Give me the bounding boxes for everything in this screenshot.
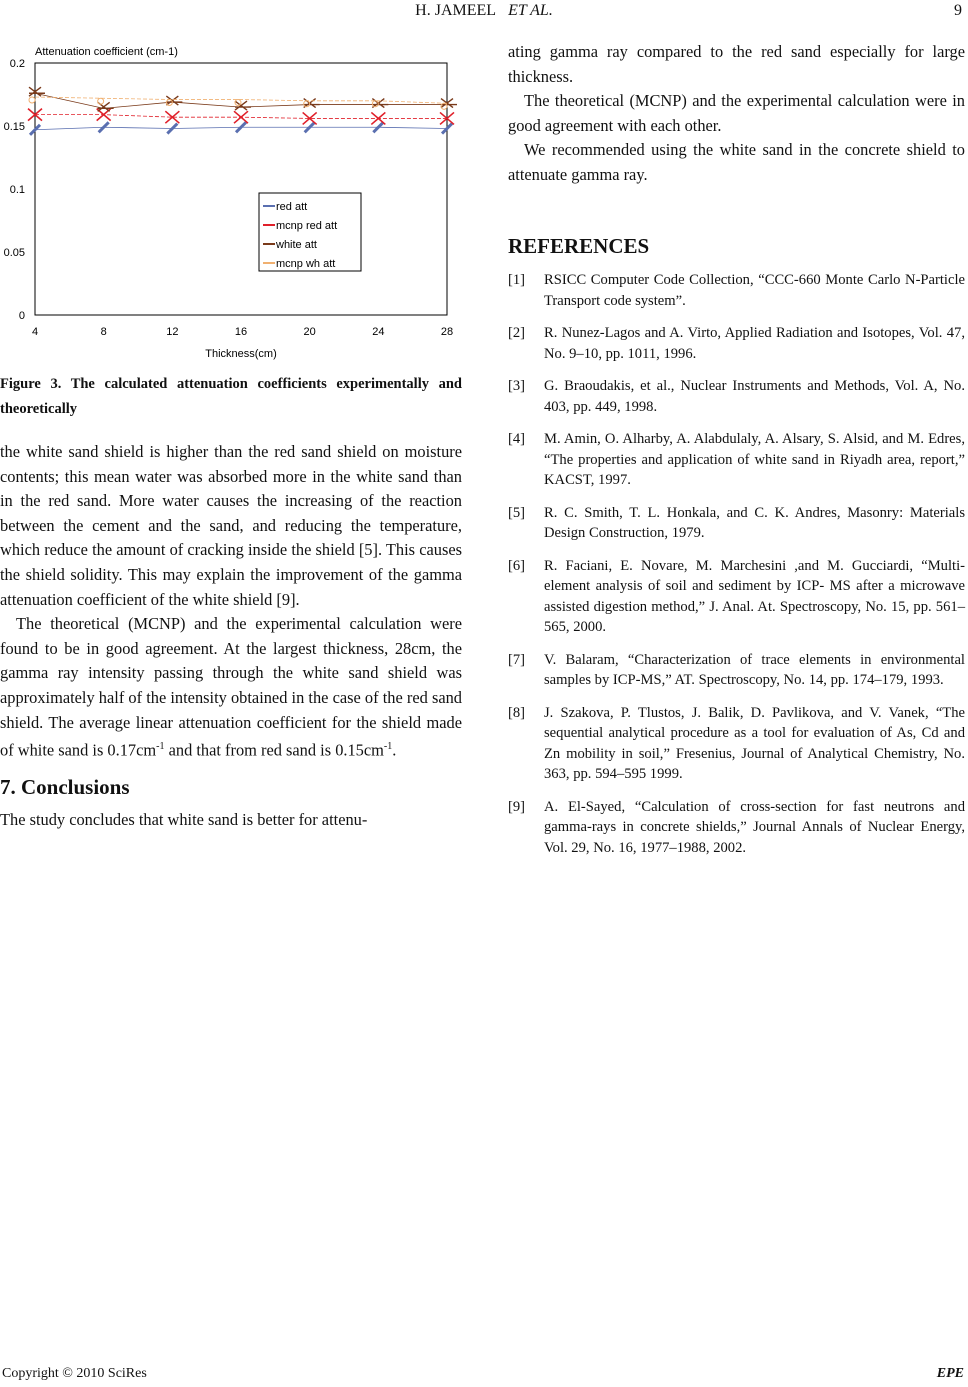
x-tick-label: 28: [440, 326, 454, 338]
references-heading: REFERENCES: [508, 233, 650, 258]
reference-number: [6]: [508, 557, 526, 574]
reference-number: [8]: [508, 704, 526, 721]
reference-item: [508, 556, 965, 638]
x-tick-label: 24: [372, 326, 385, 338]
reference-number: [4]: [508, 431, 526, 448]
y-tick-label: 0: [18, 310, 25, 322]
legend-label: mcnp red att: [276, 220, 338, 232]
paragraph: ating gamma ray compared to the red sand especially for large thickness.: [508, 42, 965, 86]
reference-item: [508, 376, 965, 417]
footer-journal: EPE: [936, 1366, 964, 1381]
y-tick-label: 0.2: [9, 58, 25, 70]
left-column: [0, 440, 462, 832]
paragraph: the white sand shield is higher than the red sand shield on moisture contents; this mean water was absorbed more in the white sand than in the red sand. More water causes the increasing of the reaction between the cement and the sand, and reducing the temperature, which reduce the amount of cracking inside the shield [5]. This causes the shield solidity. This may explain the improvement of the gamma attenuation coefficient of the white shield [9].: [0, 442, 462, 609]
attenuation-chart: [0, 40, 470, 365]
x-axis-label: Thickness(cm): [205, 348, 277, 360]
y-tick-label: 0.15: [3, 121, 25, 133]
legend-label: mcnp wh att: [276, 258, 336, 270]
reference-text: V. Balaram, “Characterization of trace elements in environmental samples by ICP-MS,” AT. Spectroscopy, No. 14, pp. 174–179, 1993.: [544, 651, 965, 689]
reference-number: [1]: [508, 272, 526, 289]
x-tick-label: 4: [31, 326, 39, 338]
reference-text: A. El-Sayed, “Calculation of cross-section for fast neutrons and gamma-rays in concrete shields,” Journal Annals of Nuclear Energy, Vol. 29, No. 16, 1977–1988, 2002.: [544, 798, 965, 856]
page-number: 9: [954, 2, 962, 19]
data-point-scissors-marker: [166, 96, 182, 105]
header-author: H. JAMEEL ET AL.: [415, 2, 553, 19]
x-tick-label: 8: [100, 326, 107, 338]
x-tick-label: 12: [166, 326, 179, 338]
reference-item: [508, 270, 965, 311]
paragraph: The theoretical (MCNP) and the experimental calculation were found to be in good agreement. At the largest thickness, 28cm, the gamma ray intensity passing through the white sand shield was approximately half of the intensity obtained in the case of the red sand shield. The average linear attenuation coefficient for the shield made of white sand is $0.17cm^{-1}$ and that from red sand is $0.15cm^{-1}$.: [0, 614, 462, 760]
reference-text: J. Szakova, P. Tlustos, J. Balik, D. Pavlikova, and V. Vanek, “The sequential analytical procedure as a tool for evaluation of As, Cd and Zn mobility in soil,” Fresenius, Journal of Analytical Chemistry, No. 363, pp. 594–595 1999.: [544, 704, 965, 783]
reference-number: [2]: [508, 325, 526, 342]
reference-text: R. C. Smith, T. L. Honkala, and C. K. Andres, Masonry: Materials Design Construction, 1979.: [544, 504, 965, 542]
reference-item: [508, 503, 965, 544]
chart-title: Attenuation coefficient (cm-1): [35, 46, 178, 58]
reference-number: [5]: [508, 504, 526, 521]
legend-label: red att: [276, 201, 308, 213]
x-tick-label: 16: [234, 326, 248, 338]
reference-list: [508, 270, 965, 858]
y-tick-label: 0.1: [9, 184, 25, 196]
reference-item: [508, 429, 965, 491]
y-tick-label: 0.05: [3, 247, 25, 259]
data-point-circle-marker: [98, 98, 104, 104]
reference-number: [7]: [508, 651, 526, 668]
reference-text: R. Nunez-Lagos and A. Virto, Applied Radiation and Isotopes, Vol. 47, No. 9–10, pp. 1011, 1996.: [544, 325, 965, 362]
reference-text: R. Faciani, E. Novare, M. Marchesini ,and M. Gucciardi, “Multi-element analysis of soil and sediment by ICP- MS after a microwave assisted digestion method,” J. Anal. At. Spectroscopy, No. 15, pp. 561–565, 2000.: [544, 557, 965, 636]
reference-item: [508, 797, 965, 859]
reference-item: [508, 650, 965, 691]
paragraph: The study concludes that white sand is better for attenu-: [0, 809, 368, 829]
right-column: [508, 40, 965, 870]
data-point-circle-marker: [29, 97, 35, 103]
footer-copyright: Copyright © 2010 SciRes: [2, 1366, 147, 1381]
reference-text: RSICC Computer Code Collection, “CCC-660 Monte Carlo N-Particle Transport code system”.: [544, 272, 965, 309]
section-heading: 7. Conclusions: [0, 775, 130, 800]
reference-text: M. Amin, O. Alharby, A. Alabdulaly, A. Alsary, S. Alsid, and M. Edres, “The properties and application of white sand in Riyadh area, report,” KACST, 1997.: [544, 431, 965, 489]
reference-item: [508, 703, 965, 785]
legend-label: white att: [276, 239, 317, 251]
reference-number: [3]: [508, 378, 526, 395]
reference-text: G. Braoudakis, et al., Nuclear Instruments and Methods, Vol. A, No. 403, pp. 449, 1998.: [544, 378, 965, 415]
figure-caption: Figure 3. The calculated attenuation coefficients experimentally and theoretically: [0, 376, 462, 417]
paragraph: We recommended using the white sand in the concrete shield to attenuate gamma ray.: [508, 140, 965, 184]
reference-number: [9]: [508, 798, 526, 815]
paragraph: The theoretical (MCNP) and the experimental calculation were in good agreement with each other.: [508, 91, 965, 135]
reference-item: [508, 323, 965, 364]
x-tick-label: 20: [303, 326, 316, 338]
